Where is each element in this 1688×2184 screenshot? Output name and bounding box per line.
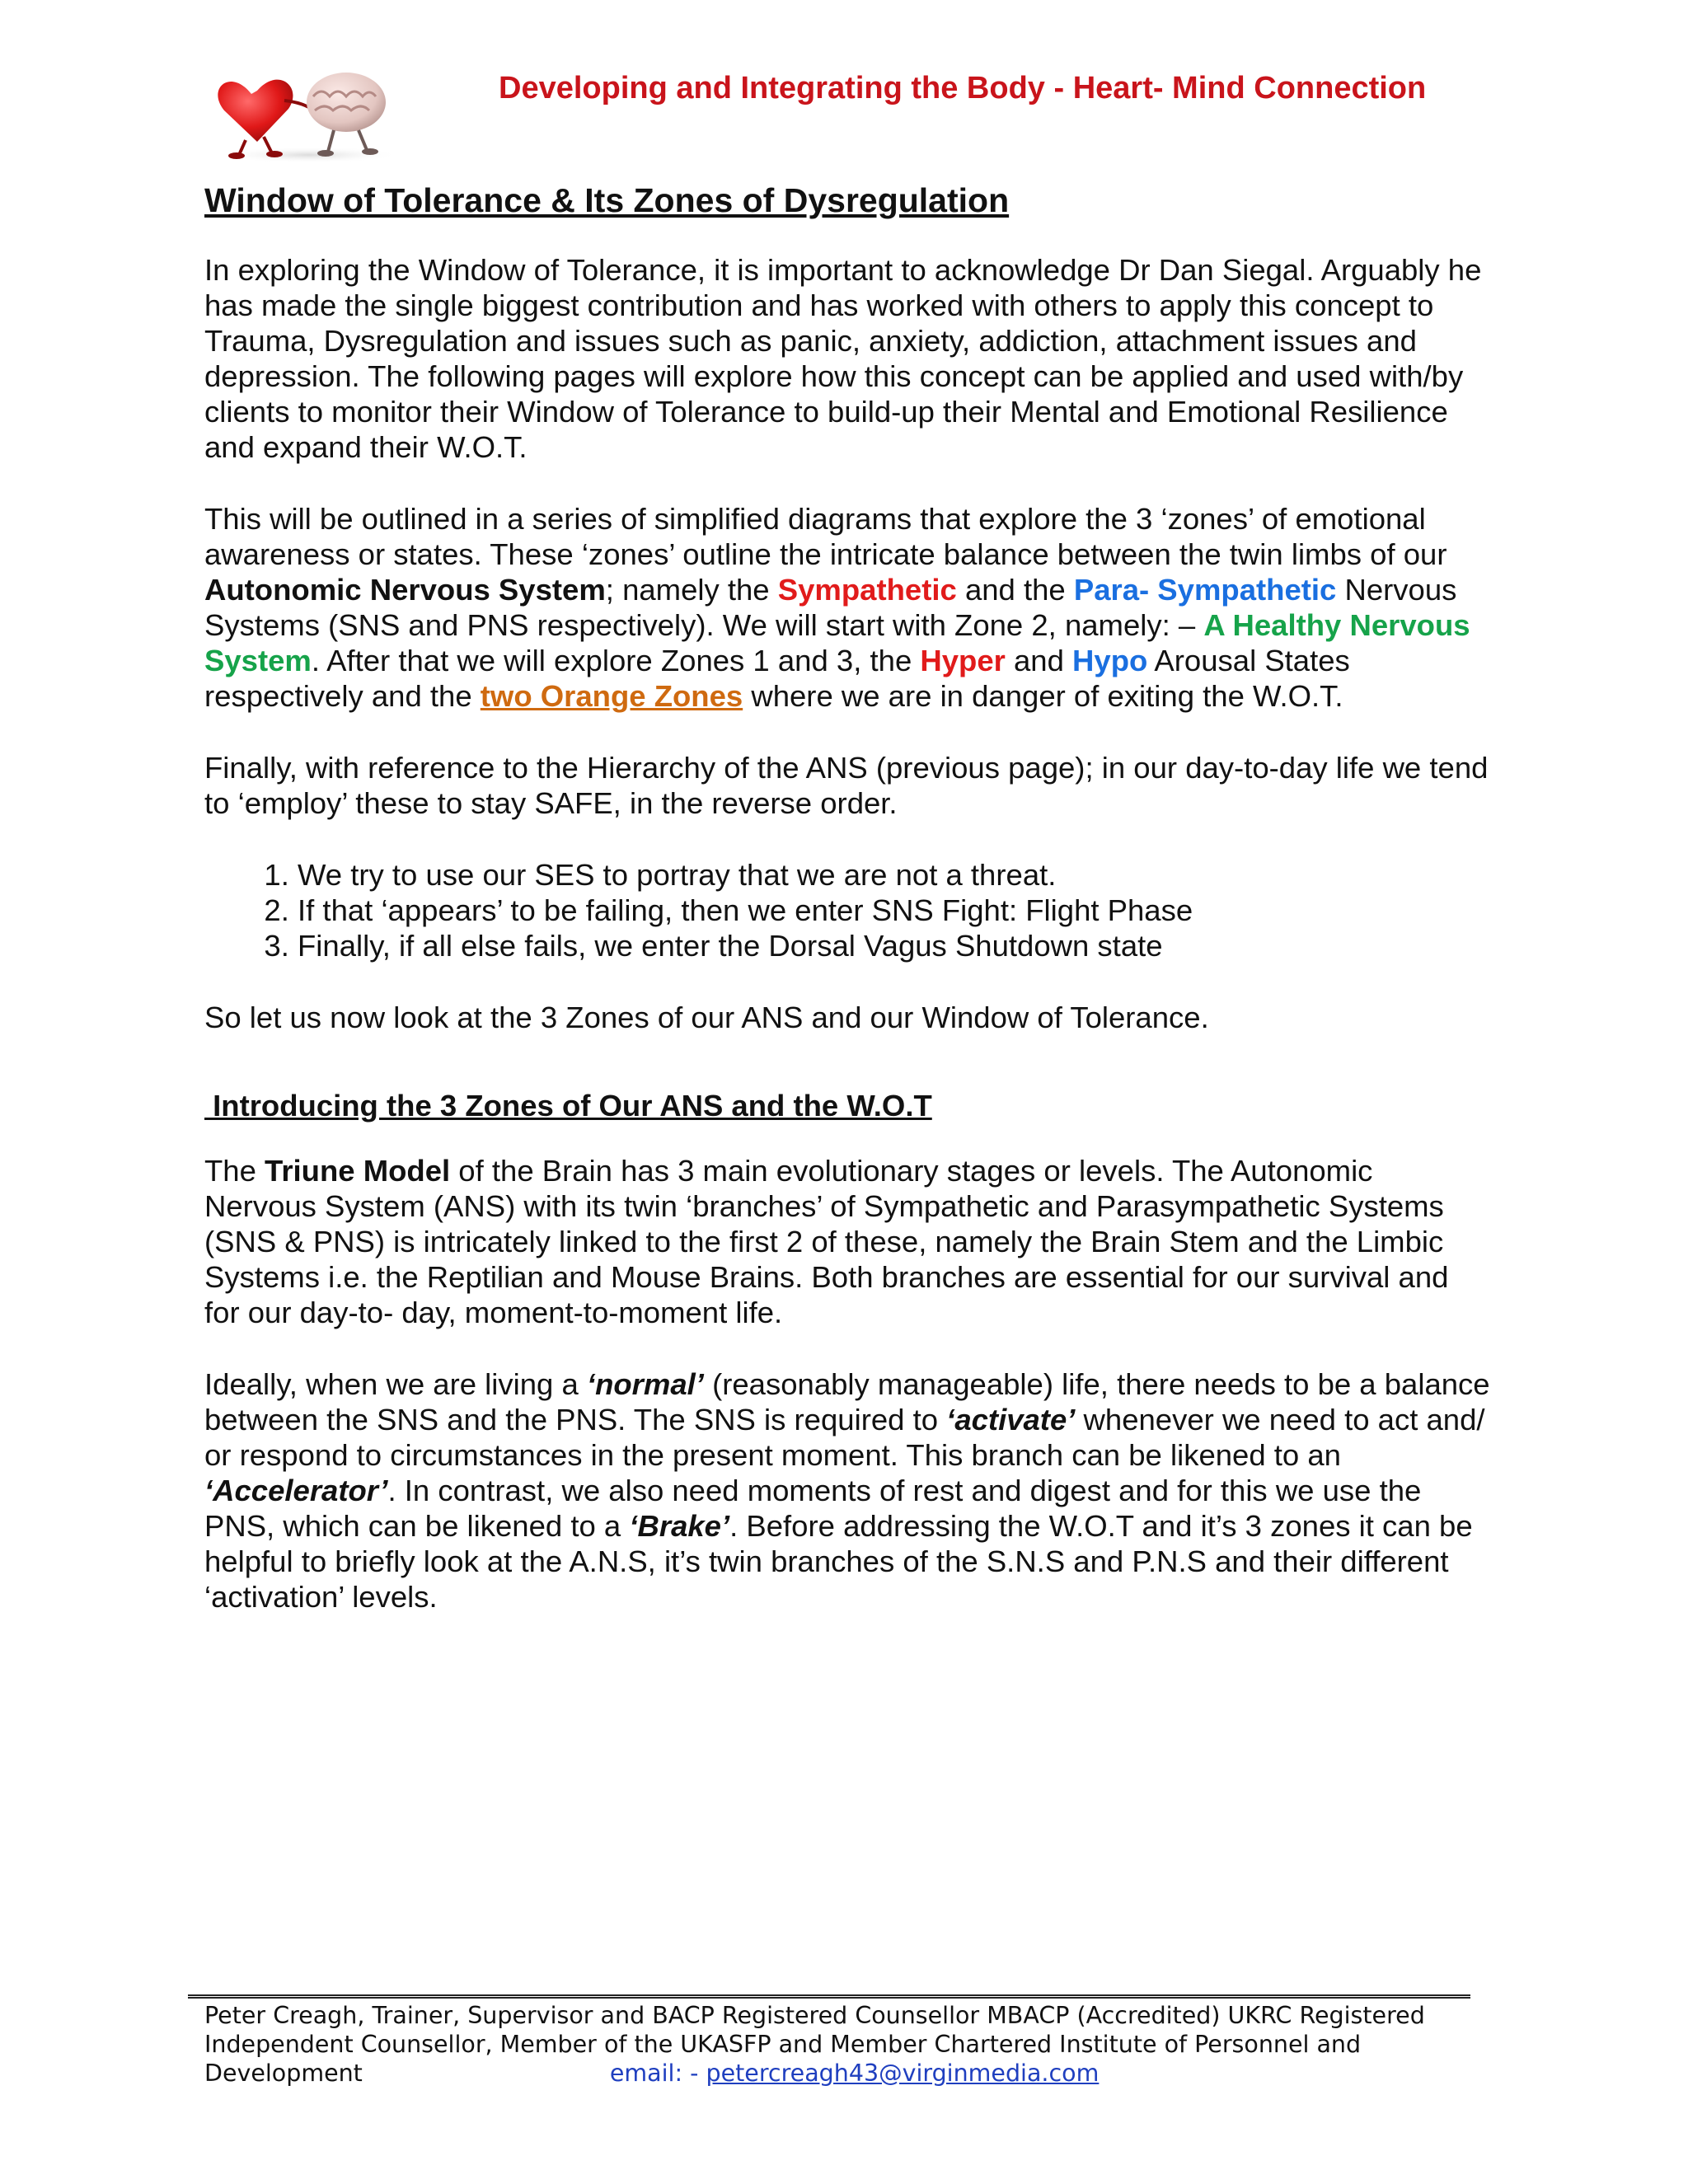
page-content bbox=[204, 180, 1490, 1615]
sympathetic-term: Sympathetic bbox=[777, 573, 957, 607]
footer-divider bbox=[188, 1994, 1470, 1999]
triune-model-term: Triune Model bbox=[265, 1154, 451, 1188]
hierarchy-paragraph: Finally, with reference to the Hierarchy of the ANS (previous page); in our day-to-day life we tend to ‘employ’ these to stay SAFE, in the reverse order. bbox=[204, 751, 1489, 820]
activate-term: ‘activate’ bbox=[946, 1403, 1076, 1436]
ans-term: Autonomic Nervous System bbox=[204, 573, 606, 607]
zones-intro-paragraph: So let us now look at the 3 Zones of our ANS and our Window of Tolerance. bbox=[204, 1001, 1209, 1034]
section-title-window-of-tolerance: Window of Tolerance & Its Zones of Dysregulation bbox=[204, 181, 1010, 219]
hypo-term: Hypo bbox=[1072, 644, 1148, 677]
footer-line-1: Peter Creagh, Trainer, Supervisor and BACP Registered Counsellor MBACP (Accredited) UKRC Registered bbox=[204, 2002, 1425, 2029]
list-item: 3. Finally, if all else fails, we enter the Dorsal Vagus Shutdown state bbox=[298, 928, 1490, 963]
normal-term: ‘normal’ bbox=[586, 1367, 704, 1401]
email-link[interactable]: petercreagh43@virginmedia.com bbox=[706, 2060, 1100, 2087]
header-title: Developing and Integrating the Body - Heart- Mind Connection bbox=[499, 71, 1427, 105]
orange-zones-link: two Orange Zones bbox=[480, 679, 743, 713]
safety-order-list bbox=[204, 857, 1490, 963]
section-title-three-zones: Introducing the 3 Zones of Our ANS and the W.O.T bbox=[204, 1089, 932, 1122]
brake-term: ‘Brake’ bbox=[629, 1509, 730, 1543]
list-item: 2. If that ‘appears’ to be failing, then we enter SNS Fight: Flight Phase bbox=[298, 893, 1490, 928]
footer-line-3: Development email: - petercreagh43@virginmedia.com bbox=[204, 2060, 1100, 2087]
hyper-term: Hyper bbox=[920, 644, 1006, 677]
zones-paragraph: This will be outlined in a series of simplified diagrams that explore the 3 ‘zones’ of emotional awareness or states. These ‘zones’ outline the intricate balance between the twin limbs of our Autonomic Nervous System; namely the Sympathetic and the Para- Sympathetic Nervous Systems (SNS and PNS respectively). We will start with Zone 2, namely: – A Healthy Nervous System. After that we will explore Zones 1 and 3, the Hyper and Hypo Arousal States respectively and the two Orange Zones where we are in danger of exiting the W.O.T. bbox=[204, 502, 1470, 713]
page-footer bbox=[204, 2001, 1490, 2088]
heart-and-brain-icon bbox=[206, 51, 412, 166]
footer-line-2: Independent Counsellor, Member of the UKASFP and Member Chartered Institute of Personnel and bbox=[204, 2031, 1362, 2058]
balance-paragraph: Ideally, when we are living a ‘normal’ (reasonably manageable) life, there needs to be a balance between the SNS and the PNS. The SNS is required to ‘activate’ whenever we need to act and/ or respond to circumstances in the present moment. This branch can be likened to an ‘Accelerator’. In contrast, we also need moments of rest and digest and for this we use the PNS, which can be likened to a ‘Brake’. Before addressing the W.O.T and it’s 3 zones it can be helpful to briefly look at the A.N.S, it’s twin branches of the S.N.S and P.N.S and their different ‘activation’ levels. bbox=[204, 1367, 1490, 1614]
email-label: email: - bbox=[609, 2060, 706, 2087]
accelerator-term: ‘Accelerator’ bbox=[204, 1474, 388, 1507]
triune-paragraph: The Triune Model of the Brain has 3 main evolutionary stages or levels. The Autonomic Nervous System (ANS) with its twin ‘branches’ of Sympathetic and Parasympathetic Systems (SNS & PNS) is intricately linked to the first 2 of these, namely the Brain Stem and the Limbic Systems i.e. the Reptilian and Mouse Brains. Both branches are essential for our survival and for our day-to- day, moment-to-moment life. bbox=[204, 1154, 1449, 1329]
list-item: 1. We try to use our SES to portray that we are not a threat. bbox=[298, 857, 1490, 893]
intro-paragraph: In exploring the Window of Tolerance, it is important to acknowledge Dr Dan Siegal. Arguably he has made the single biggest contribution and has worked with others to apply this concept to Trauma, Dysregulation and issues such as panic, anxiety, addiction, attachment issues and depression. The following pages will explore how this concept can be applied and used with/by clients to monitor their Window of Tolerance to build-up their Mental and Emotional Resilience and expand their W.O.T. bbox=[204, 253, 1482, 464]
parasympathetic-term: Para- Sympathetic bbox=[1073, 573, 1337, 607]
healthy-nervous-system-term: A Healthy Nervous System bbox=[204, 608, 1470, 677]
